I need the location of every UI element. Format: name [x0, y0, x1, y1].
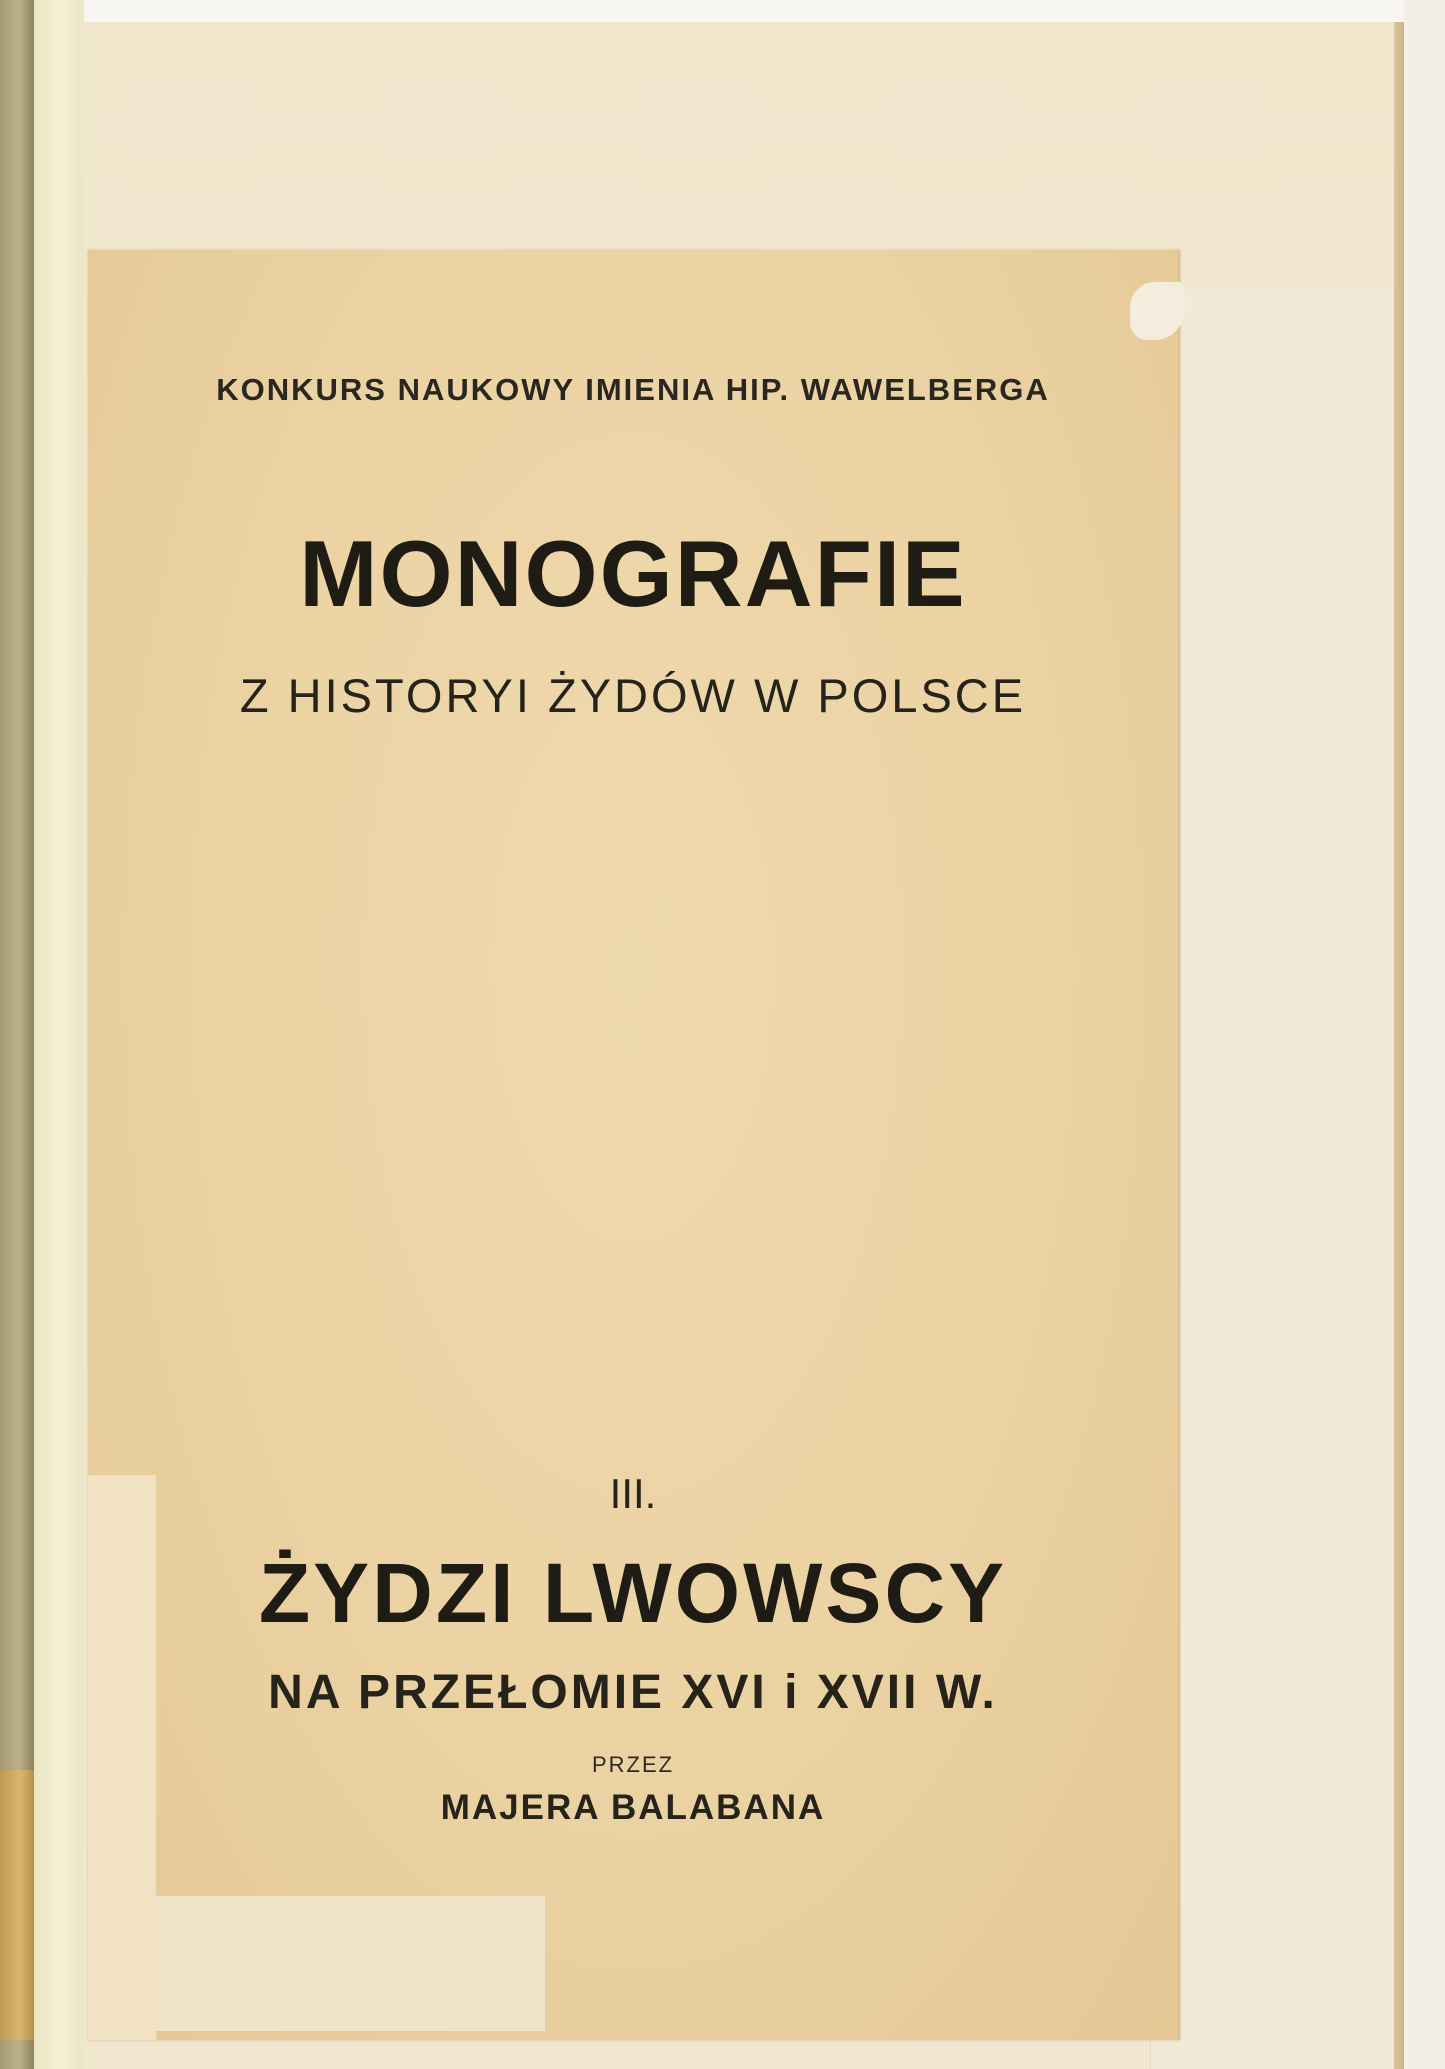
main-title: MONOGRAFIE	[299, 521, 967, 626]
book-spine	[0, 0, 34, 2069]
author-name: MAJERA BALABANA	[440, 1788, 826, 1827]
book-page-margin	[1150, 290, 1399, 2069]
work-title: ŻYDZI LWOWSCY	[258, 1546, 1008, 1640]
sheet-paper-patch	[155, 1895, 546, 2031]
author-by-label: PRZEZ	[591, 1752, 675, 1777]
page-edge	[1394, 22, 1404, 2069]
volume-number: III.	[609, 1470, 657, 1517]
page-gutter	[34, 0, 85, 2069]
series-heading: KONKURS NAUKOWY IMIENIA HIP. WAWELBERGA	[216, 372, 1050, 407]
spine-tape	[0, 1770, 34, 2040]
main-subtitle: Z HISTORYI ŻYDÓW W POLSCE	[239, 669, 1027, 722]
background	[84, 0, 1404, 22]
work-subtitle: NA PRZEŁOMIE XVI i XVII W.	[268, 1666, 998, 1719]
